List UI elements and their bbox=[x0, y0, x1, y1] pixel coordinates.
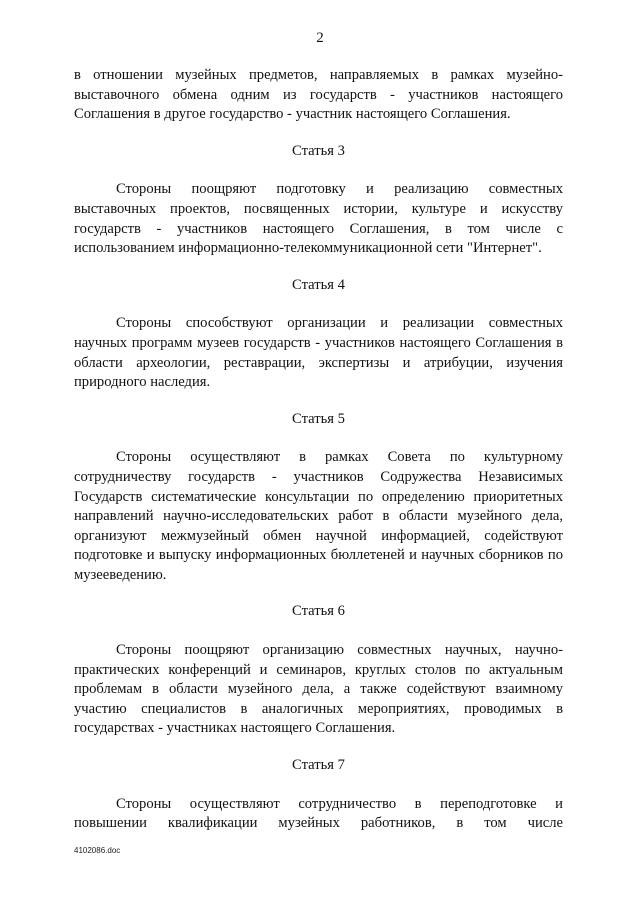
article-6-text: Стороны поощряют организацию совместных научных, научно-практических конференций и семинаров, круглых столов по актуальным проблемам в области музейного дела, а также содействуют взаимному участию специалистов в аналогичных мероприятиях, проводимых в государствах - участниках настоящего Соглашения. bbox=[74, 642, 563, 737]
page-number: 2 bbox=[316, 30, 324, 46]
article-3-heading: Статья 3 bbox=[292, 142, 345, 159]
article-7-text: Стороны осуществляют сотрудничество в переподготовке и повышении квалификации музейных работников, в том числе bbox=[74, 795, 563, 832]
intro-paragraph: в отношении музейных предметов, направляемых в рамках музейно-выставочного обмена одним из государств - участников настоящего Соглашения в другое государство - участник настоящего Соглашения. bbox=[74, 67, 563, 123]
article-7-heading: Статья 7 bbox=[292, 757, 345, 774]
article-6-heading: Статья 6 bbox=[292, 603, 345, 620]
document-body bbox=[74, 66, 563, 834]
article-3-text: Стороны поощряют подготовку и реализацию совместных выставочных проектов, посвященных истории, культуре и искусству государств - участников настоящего Соглашения, в том числе с использованием информационно-телекоммуникационной сети "Интернет". bbox=[74, 181, 563, 257]
article-4-text: Стороны способствуют организации и реализации совместных научных программ музеев государств - участников настоящего Соглашения в области археологии, реставрации, экспертизы и атрибуции, изучения природного наследия. bbox=[74, 315, 563, 391]
article-5-text: Стороны осуществляют в рамках Совета по культурному сотрудничеству государств - участников Содружества Независимых Государств систематические консультации по определению приоритетных направлений научно-исследовательских работ в области музейного дела, организуют межмузейный обмен научной информацией, содействуют подготовке и выпуску информационных бюллетеней и научных сборников по музееведению. bbox=[74, 449, 563, 583]
footer-file-code: 4102086.doc bbox=[74, 846, 121, 855]
article-4-heading: Статья 4 bbox=[292, 276, 345, 293]
article-5-heading: Статья 5 bbox=[292, 410, 345, 427]
